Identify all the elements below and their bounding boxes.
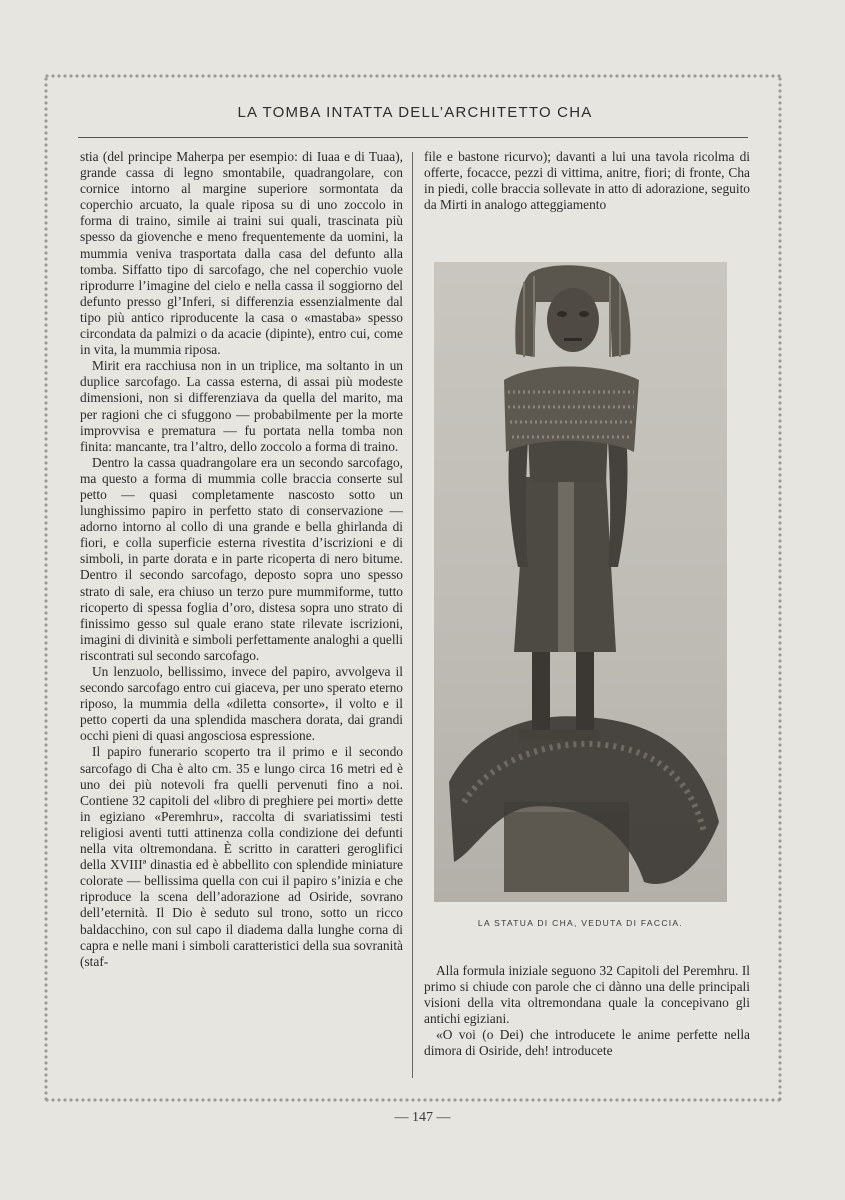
decorative-border-right: [776, 76, 784, 1102]
paragraph: Un lenzuolo, bellissimo, invece del papiro, avvolgeva il secondo sarcofago entro cui giaceva, per uno sperato eterno riposo, la mummia della «diletta consorte», il volto e il petto coperti da una splendida maschera dorata, dai grandi occhi pieni di quasi angosciosa espressione.: [80, 664, 403, 744]
decorative-border-left: [42, 76, 50, 1102]
paragraph: stia (del principe Maherpa per esempio: di Iuaa e di Tuaa), grande cassa di legno smontabile, quadrangolare, con cornice intorno al margine superiore sormontata da coperchio arcuato, la quale riposa su di uno zoccolo in forma di traino, simile ai traini sui quali, trascinata più spesso da giovenche e meno frequentemente da uomini, la mummia veniva trasportata dalla casa del defunto alla tomba. Siffatto tipo di sarcofago, che nel coperchio vuole riprodurre l’imagine del cielo e nella cassa il soggiorno del defunto presso gl’Inferi, si differenzia essenzialmente dal tipo più antico riproducente la casa o «mastaba» spesso circondata da palmizi o da acacie (dipinte), entro cui, come in vita, la mummia riposa.: [80, 149, 403, 358]
column-divider: [412, 152, 413, 1078]
statue-illustration: [434, 262, 727, 902]
right-column-bottom: [424, 963, 750, 1060]
decorative-border-bottom: [44, 1096, 782, 1104]
right-column-top: [424, 149, 750, 213]
paragraph: Il papiro funerario scoperto tra il primo e il secondo sarcofago di Cha è alto cm. 35 e lungo circa 16 metri ed è uno dei più notevoli fra quelli pervenuti fino a noi. Contiene 32 capitoli del «libro di preghiere pei morti» dette in egiziano «Peremhru», raccolta di svariatissimi testi religiosi aventi tutti attinenza colla condizione dei defunti nella vita oltremondana. È scritto in caratteri geroglifici della XVIIIª dinastia ed è abbellito con splendide miniature colorate — bellissima quella con cui il papiro s’inizia e che riproduce la scena dell’adorazione ad Osiride, sovrano dell’eternità. Il Dio è seduto sul trono, sotto un ricco baldacchino, con sul capo il diadema dalla lunghe corna di capra e nelle mani i simboli caratteristici della sua sovranità (staf-: [80, 744, 403, 969]
page-number: — 147 —: [394, 1110, 451, 1125]
figure-caption: LA STATUA DI CHA, VEDUTA DI FACCIA.: [477, 918, 684, 928]
statue-photo: [434, 262, 727, 902]
paragraph: Mirit era racchiusa non in un triplice, ma soltanto in un duplice sarcofago. La cassa esterna, di assai più modeste dimensioni, non si differenziava da quella del marito, ma per ragioni che ci sfuggono — probabilmente per la morte improvvisa e prematura — fu portata nella tomba non finita: mancante, tra l’altro, dello zoccolo a forma di traino.: [80, 358, 403, 454]
paragraph: Dentro la cassa quadrangolare era un secondo sarcofago, ma questo a forma di mummia colle braccia conserte sul petto — quasi completamente nascosto sotto un lunghissimo papiro in perfetto stato di conservazione — adorno intorno al collo di una grande e bella ghirlanda di fiori, e colla superficie esterna rivestita d’iscrizioni e di simboli, in parte dorata e in parte ricoperta di nero bitume. Dentro il secondo sarcofago, deposto sopra uno spesso strato di sale, era chiuso un terzo pure mummiforme, tutto ricoperto di spessa foglia d’oro, distesa sopra uno strato di finissimo gesso sul quale erano state rilevate iscrizioni, imagini di divinità e simboli perfettamente analoghi a quelli riscontrati sul secondo sarcofago.: [80, 454, 403, 663]
header-rule: [78, 137, 748, 138]
decorative-border-top: [44, 72, 782, 80]
paragraph: file e bastone ricurvo); davanti a lui una tavola ricolma di offerte, focacce, pezzi di vittima, anitre, fiori; di fronte, Cha in piedi, colle braccia sollevate in atto di adorazione, seguito da Mirti in analogo atteggiamento: [424, 149, 750, 213]
running-head: LA TOMBA INTATTA DELL’ARCHITETTO CHA: [237, 104, 593, 121]
left-column: [80, 149, 403, 970]
paragraph: Alla formula iniziale seguono 32 Capitoli del Peremhru. Il primo si chiude con parole che ci dànno una delle principali visioni della vita oltremondana quale la concepivano gli antichi egiziani.: [424, 963, 750, 1027]
paragraph: «O voi (o Dei) che introducete le anime perfette nella dimora di Osiride, deh! introducete: [424, 1027, 750, 1059]
